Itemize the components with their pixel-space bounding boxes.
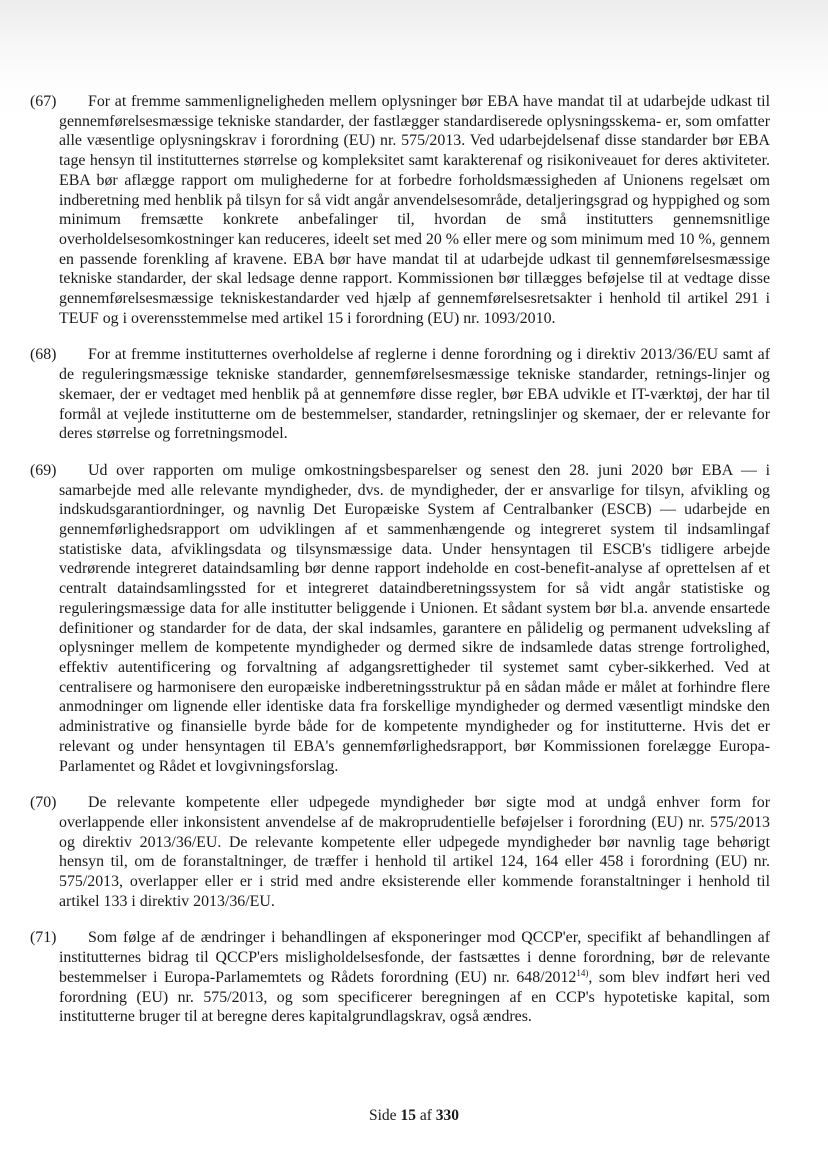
footer-middle: af bbox=[419, 1107, 432, 1124]
recital-text: Ud over rapporten om mulige omkostningsbesparelser og senest den 28. juni 2020 bør EBA — i samarbejde med alle relevante myndigheder, dvs. de myndigheder, der er ansvarlige for tilsyn, afvikling og indskudsgarantiordninger, og navnlig Det Europæiske System af Centralbanker (ESCB) — udarbejde en gennemførlighedsrapport om udviklingen af et sammenhængende og integreret system til indsamlingaf statistiske data, afviklingsdata og tilsynsmæssige data. Under hensyntagen til ESCB's tidligere arbejde vedrørende integreret dataindsamling bør denne rapport indeholde en cost-benefit-analyse af oprettelsen af et centralt dataindsamlingssted for et integreret dataindberetningssystem for så vidt angår statistiske og reguleringsmæssige data for alle institutter beliggende i Unionen. Et sådant system bør bl.a. anvende ensartede definitioner og standarder for de data, der skal indsamles, garantere en pålidelig og permanent udveksling af oplysninger mellem de kompetente myndigheder og dermed sikre de indsamlede datas strenge fortrolighed, effektiv autentificering og forvaltning af adgangsrettigheder til systemet samt cyber-sikkerhed. Ved at centralisere og harmonisere den europæiske indberetningsstruktur på en sådan måde er målet at forhindre flere anmodninger om lignende eller identiske data fra forskellige myndigheder og dermed væsentligt mindske den administrative og finansielle byrde både for de kompetente myndigheder og for institutterne. Hvis det er relevant og under hensyntagen til EBA's gennemførlighedsrapport, bør Kommissionen forelægge Europa-Parlamentet og Rådet et lovgivningsforslag. bbox=[59, 461, 770, 775]
recital-number: (70) bbox=[30, 794, 57, 812]
footnote-reference[interactable]: 14) bbox=[576, 967, 589, 978]
total-page-count: 330 bbox=[435, 1107, 459, 1124]
page-footer bbox=[0, 1107, 828, 1125]
recital-69 bbox=[30, 461, 770, 776]
recital-text: De relevante kompetente eller udpegede myndigheder bør sigte mod at undgå enhver form for overlappende eller inkonsistent anvendelse af de makroprudentielle beføjelser i forordning (EU) nr. 575/2013 og direktiv 2013/36/EU. De relevante kompetente eller udpegede myndigheder bør navnlig tage behørigt hensyn til, om de foranstaltninger, de træffer i henhold til artikel 124, 164 eller 458 i forordning (EU) nr. 575/2013, overlapper eller er i strid med andre eksisterende eller kommende foranstaltninger i henhold til artikel 133 i direktiv 2013/36/EU. bbox=[59, 794, 770, 910]
recital-number: (67) bbox=[30, 93, 57, 110]
recital-70 bbox=[30, 793, 770, 911]
recital-number: (69) bbox=[30, 461, 57, 479]
recitals-body bbox=[30, 92, 770, 1044]
recital-number: (68) bbox=[30, 346, 57, 364]
footer-prefix: Side bbox=[369, 1107, 397, 1124]
recital-text-part1: Som følge af de ændringer i behandlingen af eksponeringer mod QCCP'er, specifikt af behandlingen af institutternes bidrag til QCCP'ers misligholdelsesfonde, der fastsættes i denne forordning, bør de relevante bestemmelser i Europa-Parlamemtets og Rådets forordning (EU) nr. 648/2012 bbox=[59, 929, 770, 986]
recital-number: (71) bbox=[30, 929, 57, 947]
recital-71 bbox=[30, 928, 770, 1027]
recital-67 bbox=[30, 92, 770, 328]
recital-text: For at fremme sammenligneligheden mellem oplysninger bør EBA have mandat til at udarbejde udkast til gennemførelsesmæssige tekniske standarder, der fastlægger standardiserede oplysningsskema- er, som omfatter alle væsentlige oplysningskrav i forordning (EU) nr. 575/2013. Ved udarbejdelsenaf disse standarder bør EBA tage hensyn til institutternes størrelse og kompleksitet samt karakterenaf og risikoniveauet for deres aktiviteter. EBA bør aflægge rapport om mulighederne for at forbedre forholdsmæssigheden af Unionens regelsæt om indberetning med henblik på tilsyn for så vidt angår anvendelsesområde, detaljeringsgrad og hyppighed og som minimum fremsætte konkrete anbefalinger til, hvordan de små institutters gennemsnitlige overholdelsesomkostninger kan reduceres, ideelt set med 20 % eller mere og som minimum med 10 %, gennem en passende forenkling af kravene. EBA bør have mandat til at udarbejde udkast til gennemførelsesmæssige tekniske standarder, der skal ledsage denne rapport. Kommissionen bør tillægges beføjelse til at vedtage disse gennemførelsesmæssige tekniskestandarder ved hjælp af gennemførelsesretsakter i henhold til artikel 291 i TEUF og i overensstemmelse med artikel 15 i forordning (EU) nr. 1093/2010. bbox=[59, 93, 770, 327]
recital-68 bbox=[30, 345, 770, 444]
recital-text-part2: , som blev indført heri ved forordning (EU) nr. 575/2013, og som specificerer beregningen af en CCP's hypotetiske kapital, som institutterne bruger til at beregne deres kapitalgrundlagskrav, også ændres. bbox=[59, 968, 770, 1026]
current-page-number: 15 bbox=[400, 1107, 416, 1124]
recital-text: For at fremme institutternes overholdelse af reglerne i denne forordning og i direktiv 2013/36/EU samt af de reguleringsmæssige tekniske standarder, gennemførelsesmæssige tekniske standarder, retnings-linjer og skemaer, der er vedtaget med henblik på at gennemføre disse regler, bør EBA udvikle et IT-værktøj, der har til formål at vejlede institutterne om de bestemmelser, standarder, retningslinjer og skemaer, der er relevante for deres størrelse og forretningsmodel. bbox=[59, 346, 770, 443]
